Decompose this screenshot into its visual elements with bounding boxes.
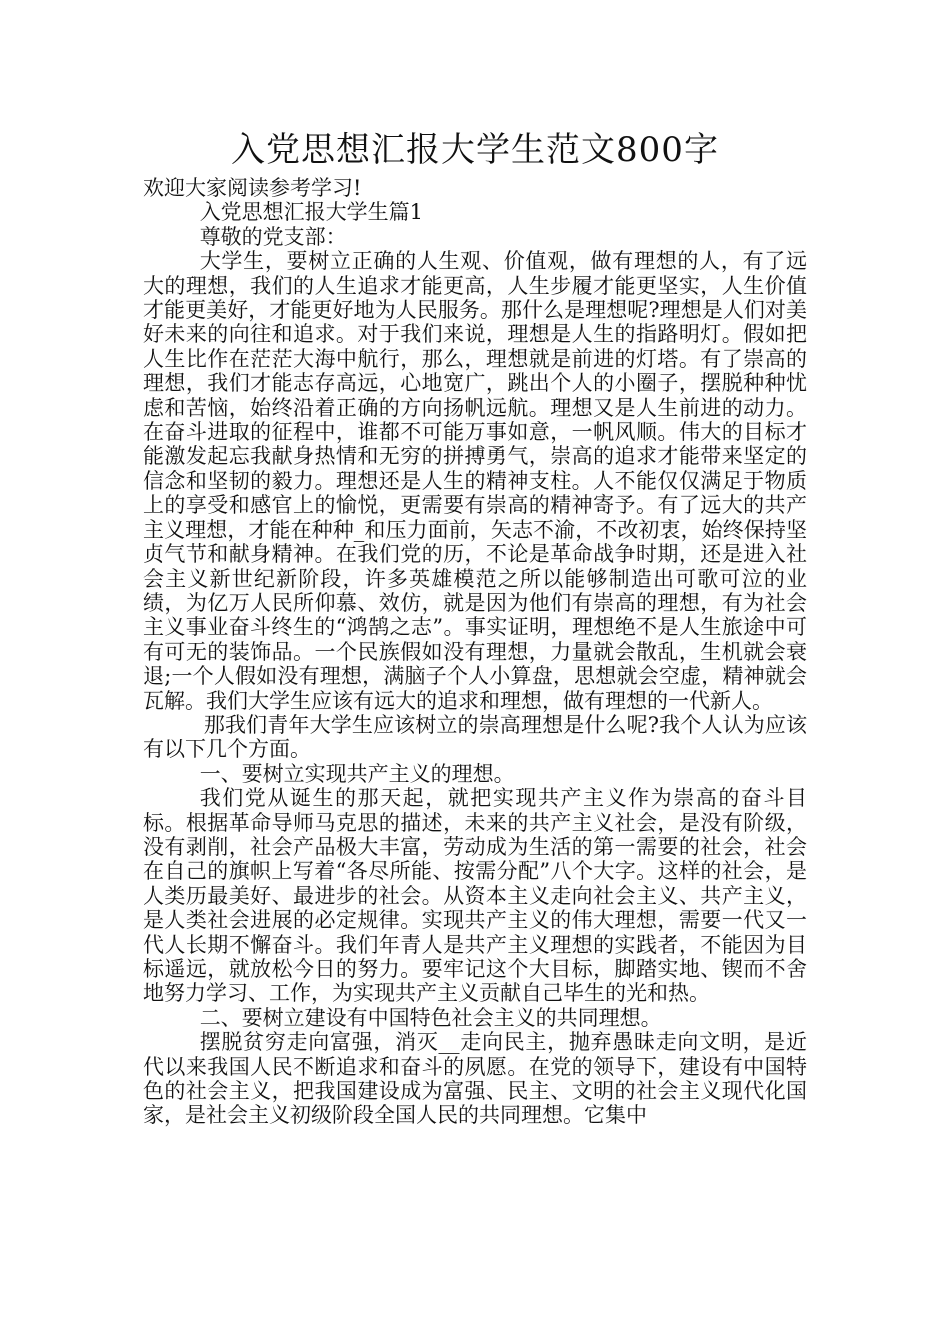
paragraph-3: 我们党从诞生的那天起，就把实现共产主义作为崇高的奋斗目标。根据革命导师马克思的描述，未来的共产主义社会，是没有阶级，没有剥削，社会产品极大丰富，劳动成为生活的第一需要的社会，社会在自己的旗帜上写着“各尽所能、按需分配”八个大字。这样的社会，是人类历最美好、最进步的社会。从资本主义走向社会主义、共产主义，是人类社会进展的必定规律。实现共产主义的伟大理想，需要一代又一代人长期不懈奋斗。我们年青人是共产主义理想的实践者，不能因为目标遥远，就放松今日的努力。要牢记这个大目标，脚踏实地、锲而不舍地努力学习、工作，为实现共产主义贡献自己毕生的光和热。 [143, 786, 807, 1006]
paragraph-4: 摆脱贫穷走向富强，消灭__走向民主，抛弃愚昧走向文明，是近代以来我国人民不断追求和奋斗的夙愿。在党的领导下，建设有中国特色的社会主义，把我国建设成为富强、民主、文明的社会主义现代化国家，是社会主义初级阶段全国人民的共同理想。它集中 [143, 1030, 807, 1128]
salutation: 尊敬的党支部： [199, 224, 347, 249]
paragraph-2: 那我们青年大学生应该树立的崇高理想是什么呢?我个人认为应该有以下几个方面。 [143, 712, 807, 762]
document-title: 入党思想汇报大学生范文800字 [231, 130, 719, 170]
heading-socialism-ideal: 二、要树立建设有中国特色社会主义的共同理想。 [199, 1005, 662, 1030]
paragraph-1: 大学生，要树立正确的人生观、价值观，做有理想的人，有了远大的理想，我们的人生追求才能更高，人生步履才能更坚实，人生价值才能更美好，才能更好地为人民服务。那什么是理想呢?理想是人们对美好未来的向往和追求。对于我们来说，理想是人生的指路明灯。假如把人生比作在茫茫大海中航行，那么，理想就是前进的灯塔。有了崇高的理想，我们才能志存高远，心地宽广，跳出个人的小圈子，摆脱种种忧虑和苦恼，始终沿着正确的方向扬帆远航。理想又是人生前进的动力。在奋斗进取的征程中，谁都不可能万事如意，一帆风顺。伟大的目标才能激发起忘我献身热情和无穷的拼搏勇气，崇高的追求才能带来坚定的信念和坚韧的毅力。理想还是人生的精神支柱。人不能仅仅满足于物质上的享受和感官上的愉悦，更需要有崇高的精神寄予。有了远大的共产主义理想，才能在种种_和压力面前，矢志不渝，不改初衷，始终保持坚贞气节和献身精神。在我们党的历，不论是革命战争时期，还是进入社会主义新世纪新阶段，许多英雄模范之所以能够制造出可歌可泣的业绩，为亿万人民所仰慕、效仿，就是因为他们有崇高的理想，有为社会主义事业奋斗终生的“鸿鹄之志”。事实证明，理想绝不是人生旅途中可有可无的装饰品。一个民族假如没有理想，力量就会散乱，生机就会衰退;一个人假如没有理想，满脑子个人小算盘，思想就会空虚，精神就会瓦解。我们大学生应该有远大的追求和理想，做有理想的一代新人。 [143, 249, 807, 713]
intro-line: 欢迎大家阅读参考学习! [143, 176, 362, 200]
heading-communism-ideal: 一、要树立实现共产主义的理想。 [199, 761, 515, 786]
section-subtitle: 入党思想汇报大学生篇1 [199, 200, 424, 225]
document-page [143, 128, 807, 1128]
